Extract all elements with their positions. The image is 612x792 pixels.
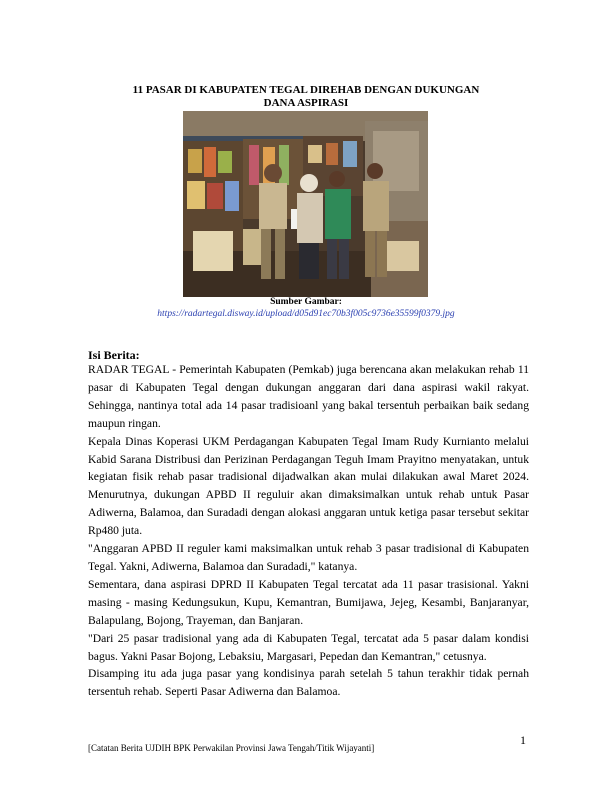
paragraph: "Anggaran APBD II reguler kami maksimalkan untuk rehab 3 pasar tradisional di Kabupaten Tegal. Yakni, Adiwerna, Balamoa dan Suradadi," katanya. [88, 542, 529, 573]
paragraph: "Dari 25 pasar tradisional yang ada di Kabupaten Tegal, tercatat ada 5 pasar dalam kondisi bagus. Yakni Pasar Bojong, Lebaksiu, Margasari, Pepedan dan Kemantran," cetusnya. [88, 631, 529, 663]
paragraph: Kepala Dinas Koperasi UKM Perdagangan Kabupaten Tegal Imam Rudy Kurnianto melalui Kabid Sarana Distribusi dan Perizinan Perdagangan Teguh Imam Prayitno menyatakan, untuk kegiatan fisik rehab pasar tradisional dijadwalkan akan mulai dilakukan awal Maret 2024. Menurutnya, dukungan APBD II reguluir akan dimaksimalkan untuk rehab untuk Pasar Adiwerna, Balamoa, dan Suradadi dengan alokasi anggaran untuk ketiga pasar tersebut sekitar Rp480 juta. [88, 434, 529, 538]
section-label: Isi Berita: [88, 348, 140, 362]
image-caption-label: Sumber Gambar: [270, 297, 342, 307]
article-body [88, 361, 529, 701]
article-title-line-2: DANA ASPIRASI [263, 97, 349, 109]
market-photo [183, 111, 428, 297]
paragraph: Disamping itu ada juga pasar yang kondisinya parah setelah 5 tahun terakhir tidak pernah tersentuh rehab. Seperti Pasar Adiwerna dan Balamoa. [88, 667, 529, 699]
page-footer: [Catatan Berita UJDIH BPK Perwakilan Provinsi Jawa Tengah/Titik Wijayanti] [88, 743, 375, 753]
image-source-link[interactable]: https://radartegal.disway.id/upload/d05d91ec70b3f005c9736e35599f0379.jpg [157, 309, 455, 319]
page-number: 1 [520, 733, 526, 747]
paragraph: Sementara, dana aspirasi DPRD II Kabupaten Tegal tercatat ada 11 pasar trasisional. Yakni masing - masing Kedungsukun, Kupu, Kemantran, Bumijawa, Jejeg, Kesambi, Banjaranyar, Balapulang, Bojong, Trayeman, dan Banjaran. [88, 577, 529, 627]
image-caption [0, 296, 612, 320]
paragraph: RADAR TEGAL - Pemerintah Kabupaten (Pemkab) juga berencana akan melakukan rehab 11 pasar di Kabupaten Tegal dengan dukungan anggaran dari dana aspirasi wakil rakyat. Sehingga, nantinya total ada 14 pasar tradisioanl yang bakal tersentuh perbaikan baik sedang maupun ringan. [88, 363, 529, 430]
article-title-line-1: 11 PASAR DI KABUPATEN TEGAL DIREHAB DENGAN DUKUNGAN [132, 84, 480, 96]
article-title [96, 84, 516, 110]
